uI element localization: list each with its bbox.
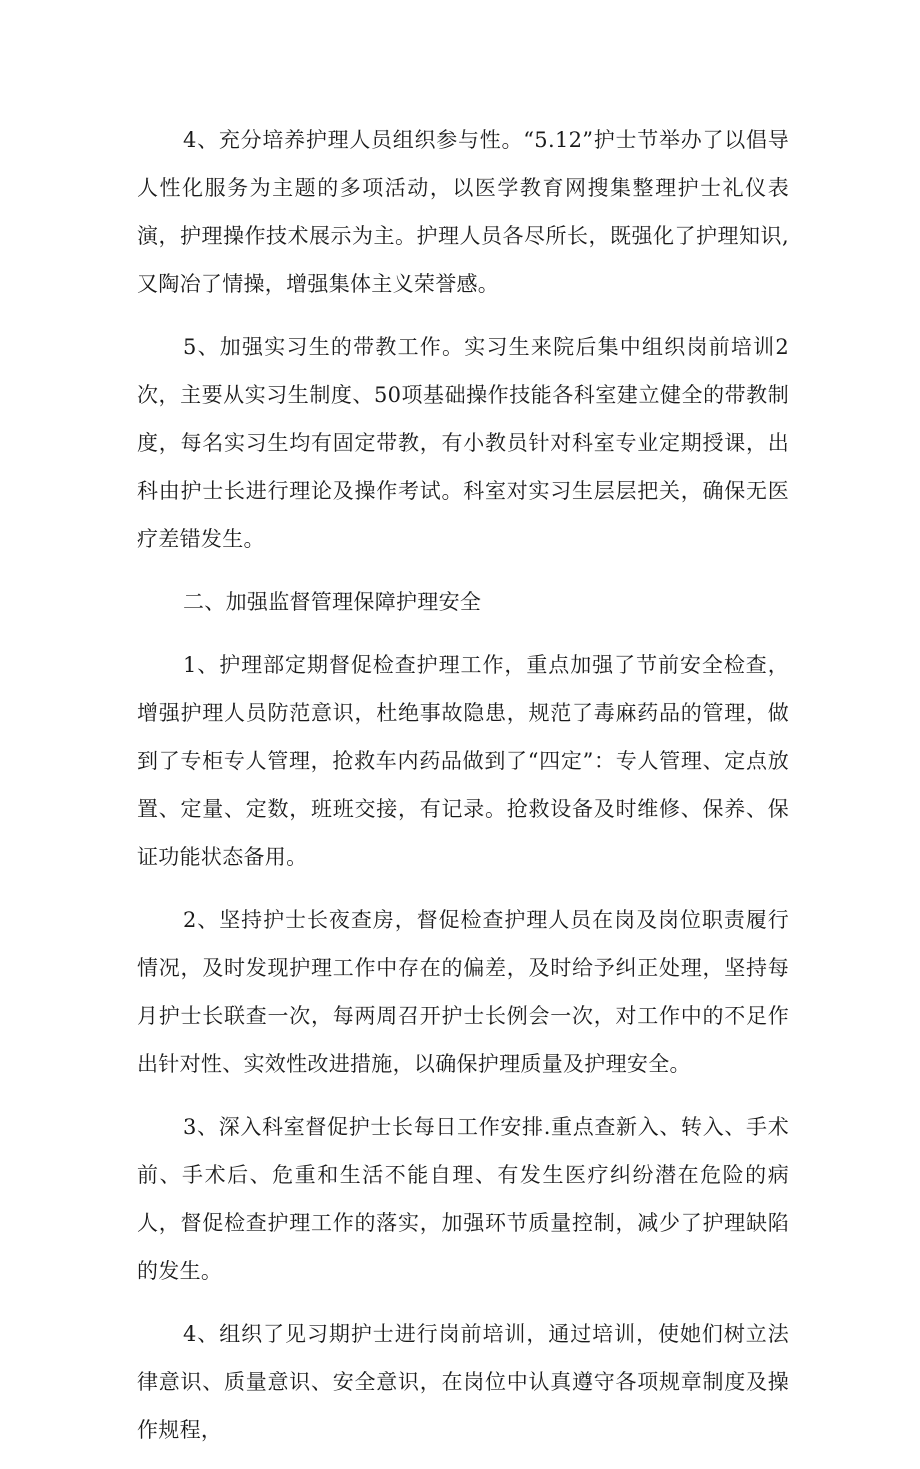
paragraph-pre-job-training: 4、组织了见习期护士进行岗前培训，通过培训，使她们树立法律意识、质量意识、安全意识，在岗位中认真遵守各项规章制度及操作规程， [137, 1322, 789, 1442]
paragraph-daily-supervision: 3、深入科室督促护士长每日工作安排.重点查新入、转入、手术前、手术后、危重和生活不能自理、有发生医疗纠纷潜在危险的病人，督促检查护理工作的落实，加强环节质量控制，减少了护理缺陷的发生。 [137, 1115, 789, 1283]
paragraph-night-rounds: 2、坚持护士长夜查房，督促检查护理人员在岗及岗位职责履行情况，及时发现护理工作中存在的偏差，及时给予纠正处理，坚持每月护士长联查一次，每两周召开护士长例会一次，对工作中的不足作出针对性、实效性改进措施，以确保护理质量及护理安全。 [137, 908, 789, 1076]
paragraph-nurse-participation: 4、充分培养护理人员组织参与性。“5.12”护士节举办了以倡导人性化服务为主题的多项活动，以医学教育网搜集整理护士礼仪表演，护理操作技术展示为主。护理人员各尽所长，既强化了护理知识,又陶冶了情操，增强集体主义荣誉感。 [137, 128, 789, 296]
section-heading: 二、加强监督管理保障护理安全 [183, 590, 482, 614]
document-body [137, 116, 789, 1469]
paragraph-regular-inspection: 1、护理部定期督促检查护理工作，重点加强了节前安全检查，增强护理人员防范意识，杜绝事故隐患，规范了毒麻药品的管理，做到了专柜专人管理，抢救车内药品做到了“四定”：专人管理、定点放置、定量、定数，班班交接，有记录。抢救设备及时维修、保养、保证功能状态备用。 [137, 653, 789, 869]
paragraph-intern-teaching: 5、加强实习生的带教工作。实习生来院后集中组织岗前培训2次，主要从实习生制度、50项基础操作技能各科室建立健全的带教制度，每名实习生均有固定带教，有小教员针对科室专业定期授课，出科由护士长进行理论及操作考试。科室对实习生层层把关，确保无医疗差错发生。 [137, 335, 789, 551]
